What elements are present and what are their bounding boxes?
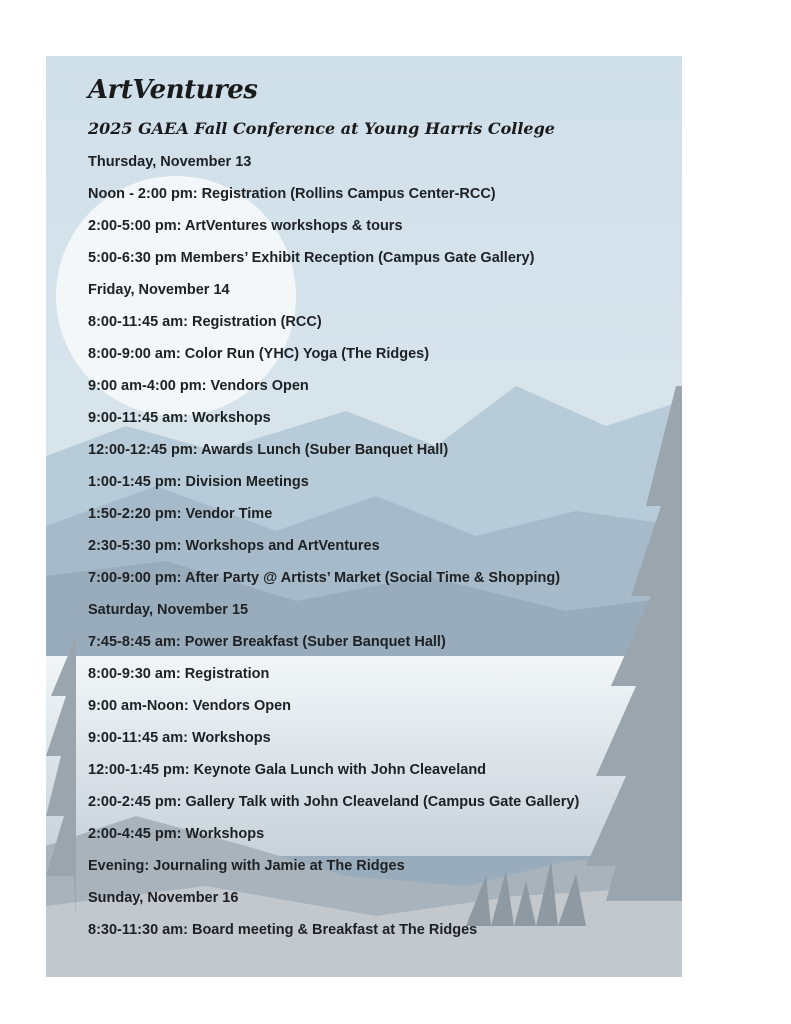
flyer-page — [46, 56, 682, 977]
flyer-content — [88, 74, 668, 946]
schedule-item: 8:30-11:30 am: Board meeting & Breakfast at The Ridges — [88, 922, 478, 938]
schedule-item: 8:00-11:45 am: Registration (RCC) — [88, 314, 322, 330]
schedule-item: 2:00-4:45 pm: Workshops — [88, 826, 265, 842]
schedule-item: 9:00-11:45 am: Workshops — [88, 730, 271, 746]
schedule-item: 9:00-11:45 am: Workshops — [88, 410, 271, 426]
schedule-day-heading: Thursday, November 13 — [88, 154, 252, 170]
schedule-item: 7:45-8:45 am: Power Breakfast (Suber Banquet Hall) — [88, 634, 446, 650]
schedule-day-heading: Saturday, November 15 — [88, 602, 249, 618]
schedule-item: 12:00-1:45 pm: Keynote Gala Lunch with John Cleaveland — [88, 762, 487, 778]
schedule-item: Noon - 2:00 pm: Registration (Rollins Campus Center-RCC) — [88, 186, 496, 202]
schedule-item: 8:00-9:30 am: Registration — [88, 666, 270, 682]
schedule-item: 2:00-5:00 pm: ArtVentures workshops & tours — [88, 218, 403, 234]
subtitle: 2025 GAEA Fall Conference at Young Harris College — [88, 119, 555, 138]
schedule-item: 2:00-2:45 pm: Gallery Talk with John Cleaveland (Campus Gate Gallery) — [88, 794, 580, 810]
schedule-item: 9:00 am-Noon: Vendors Open — [88, 698, 292, 714]
title: ArtVentures — [88, 75, 258, 105]
schedule-item: 12:00-12:45 pm: Awards Lunch (Suber Banquet Hall) — [88, 442, 449, 458]
schedule-item: 1:00-1:45 pm: Division Meetings — [88, 474, 309, 490]
schedule-item: 9:00 am-4:00 pm: Vendors Open — [88, 378, 309, 394]
schedule-item: 7:00-9:00 pm: After Party @ Artists’ Market (Social Time & Shopping) — [88, 570, 561, 586]
schedule-day-heading: Sunday, November 16 — [88, 890, 239, 906]
schedule-item: 8:00-9:00 am: Color Run (YHC) Yoga (The Ridges) — [88, 346, 430, 362]
schedule-day-heading: Friday, November 14 — [88, 282, 230, 298]
schedule-item: Evening: Journaling with Jamie at The Ridges — [88, 858, 405, 874]
schedule-list — [88, 146, 668, 946]
schedule-item: 1:50-2:20 pm: Vendor Time — [88, 506, 273, 522]
schedule-item: 2:30-5:30 pm: Workshops and ArtVentures — [88, 538, 380, 554]
schedule-item: 5:00-6:30 pm Members’ Exhibit Reception (Campus Gate Gallery) — [88, 250, 535, 266]
